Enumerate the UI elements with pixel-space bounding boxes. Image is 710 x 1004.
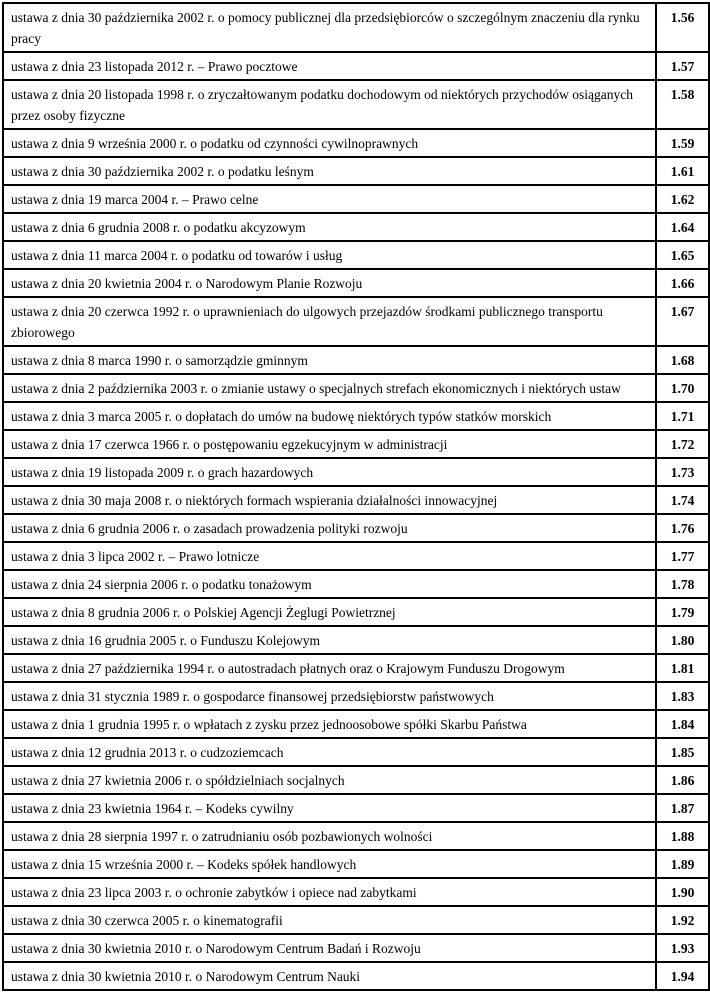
table-row — [3, 962, 709, 990]
act-number-cell: 1.79 — [656, 598, 709, 626]
act-number-cell: 1.89 — [656, 850, 709, 878]
table-row — [3, 710, 709, 738]
act-title-cell: ustawa z dnia 8 grudnia 2006 r. o Polskiej Agencji Żeglugi Powietrznej — [3, 598, 656, 626]
table-row — [3, 52, 709, 80]
act-title-cell: ustawa z dnia 30 października 2002 r. o podatku leśnym — [3, 157, 656, 185]
act-title-cell: ustawa z dnia 30 października 2002 r. o pomocy publicznej dla przedsiębiorców o szczególnym znaczeniu dla rynku pracy — [3, 3, 656, 52]
act-number-cell: 1.84 — [656, 710, 709, 738]
act-title-cell: ustawa z dnia 8 marca 1990 r. o samorządzie gminnym — [3, 346, 656, 374]
act-number-cell: 1.77 — [656, 542, 709, 570]
act-title-cell: ustawa z dnia 3 marca 2005 r. o dopłatach do umów na budowę niektórych typów statków morskich — [3, 402, 656, 430]
act-number-cell: 1.67 — [656, 297, 709, 346]
act-number-cell: 1.70 — [656, 374, 709, 402]
act-number-cell: 1.83 — [656, 682, 709, 710]
act-title-cell: ustawa z dnia 6 grudnia 2006 r. o zasadach prowadzenia polityki rozwoju — [3, 514, 656, 542]
act-number-cell: 1.57 — [656, 52, 709, 80]
act-title-cell: ustawa z dnia 2 października 2003 r. o zmianie ustawy o specjalnych strefach ekonomicznych i niektórych ustaw — [3, 374, 656, 402]
act-number-cell: 1.93 — [656, 934, 709, 962]
act-number-cell: 1.66 — [656, 269, 709, 297]
table-row — [3, 626, 709, 654]
act-title-cell: ustawa z dnia 15 września 2000 r. – Kodeks spółek handlowych — [3, 850, 656, 878]
table-row — [3, 269, 709, 297]
table-row — [3, 374, 709, 402]
table-row — [3, 402, 709, 430]
law-table-body — [3, 3, 709, 990]
act-title-cell: ustawa z dnia 27 kwietnia 2006 r. o spółdzielniach socjalnych — [3, 766, 656, 794]
act-number-cell: 1.61 — [656, 157, 709, 185]
act-title-cell: ustawa z dnia 24 sierpnia 2006 r. o podatku tonażowym — [3, 570, 656, 598]
act-title-cell: ustawa z dnia 19 listopada 2009 r. o grach hazardowych — [3, 458, 656, 486]
act-title-cell: ustawa z dnia 20 kwietnia 2004 r. o Narodowym Planie Rozwoju — [3, 269, 656, 297]
act-title-cell: ustawa z dnia 27 października 1994 r. o autostradach płatnych oraz o Krajowym Funduszu Drogowym — [3, 654, 656, 682]
table-row — [3, 129, 709, 157]
act-number-cell: 1.87 — [656, 794, 709, 822]
act-number-cell: 1.94 — [656, 962, 709, 990]
table-row — [3, 934, 709, 962]
table-row — [3, 185, 709, 213]
act-title-cell: ustawa z dnia 20 listopada 1998 r. o zryczałtowanym podatku dochodowym od niektórych przychodów osiąganych przez osoby fizyczne — [3, 80, 656, 129]
table-row — [3, 241, 709, 269]
act-number-cell: 1.68 — [656, 346, 709, 374]
act-title-cell: ustawa z dnia 30 kwietnia 2010 r. o Narodowym Centrum Badań i Rozwoju — [3, 934, 656, 962]
table-row — [3, 213, 709, 241]
act-title-cell: ustawa z dnia 19 marca 2004 r. – Prawo celne — [3, 185, 656, 213]
act-number-cell: 1.92 — [656, 906, 709, 934]
act-title-cell: ustawa z dnia 16 grudnia 2005 r. o Funduszu Kolejowym — [3, 626, 656, 654]
act-number-cell: 1.78 — [656, 570, 709, 598]
act-number-cell: 1.88 — [656, 822, 709, 850]
table-row — [3, 570, 709, 598]
table-row — [3, 297, 709, 346]
table-row — [3, 878, 709, 906]
table-row — [3, 738, 709, 766]
act-title-cell: ustawa z dnia 1 grudnia 1995 r. o wpłatach z zysku przez jednoosobowe spółki Skarbu Państwa — [3, 710, 656, 738]
act-title-cell: ustawa z dnia 28 sierpnia 1997 r. o zatrudnianiu osób pozbawionych wolności — [3, 822, 656, 850]
table-row — [3, 514, 709, 542]
table-row — [3, 542, 709, 570]
table-row — [3, 794, 709, 822]
act-number-cell: 1.58 — [656, 80, 709, 129]
table-row — [3, 682, 709, 710]
act-title-cell: ustawa z dnia 20 czerwca 1992 r. o uprawnieniach do ulgowych przejazdów środkami publicznego transportu zbiorowego — [3, 297, 656, 346]
act-number-cell: 1.64 — [656, 213, 709, 241]
table-row — [3, 458, 709, 486]
act-number-cell: 1.72 — [656, 430, 709, 458]
table-row — [3, 906, 709, 934]
act-title-cell: ustawa z dnia 30 kwietnia 2010 r. o Narodowym Centrum Nauki — [3, 962, 656, 990]
act-number-cell: 1.85 — [656, 738, 709, 766]
act-title-cell: ustawa z dnia 30 czerwca 2005 r. o kinematografii — [3, 906, 656, 934]
act-title-cell: ustawa z dnia 3 lipca 2002 r. – Prawo lotnicze — [3, 542, 656, 570]
act-title-cell: ustawa z dnia 23 lipca 2003 r. o ochronie zabytków i opiece nad zabytkami — [3, 878, 656, 906]
act-number-cell: 1.56 — [656, 3, 709, 52]
act-number-cell: 1.71 — [656, 402, 709, 430]
table-row — [3, 157, 709, 185]
act-number-cell: 1.90 — [656, 878, 709, 906]
act-title-cell: ustawa z dnia 9 września 2000 r. o podatku od czynności cywilnoprawnych — [3, 129, 656, 157]
act-title-cell: ustawa z dnia 6 grudnia 2008 r. o podatku akcyzowym — [3, 213, 656, 241]
act-number-cell: 1.74 — [656, 486, 709, 514]
act-number-cell: 1.81 — [656, 654, 709, 682]
act-title-cell: ustawa z dnia 17 czerwca 1966 r. o postępowaniu egzekucyjnym w administracji — [3, 430, 656, 458]
act-title-cell: ustawa z dnia 23 listopada 2012 r. – Prawo pocztowe — [3, 52, 656, 80]
act-title-cell: ustawa z dnia 11 marca 2004 r. o podatku od towarów i usług — [3, 241, 656, 269]
act-number-cell: 1.62 — [656, 185, 709, 213]
table-row — [3, 486, 709, 514]
act-number-cell: 1.76 — [656, 514, 709, 542]
act-title-cell: ustawa z dnia 12 grudnia 2013 r. o cudzoziemcach — [3, 738, 656, 766]
table-row — [3, 598, 709, 626]
table-row — [3, 430, 709, 458]
table-row — [3, 346, 709, 374]
table-row — [3, 850, 709, 878]
law-acts-table — [2, 2, 710, 991]
table-row — [3, 822, 709, 850]
table-row — [3, 766, 709, 794]
act-number-cell: 1.65 — [656, 241, 709, 269]
act-title-cell: ustawa z dnia 31 stycznia 1989 r. o gospodarce finansowej przedsiębiorstw państwowych — [3, 682, 656, 710]
act-number-cell: 1.73 — [656, 458, 709, 486]
table-row — [3, 80, 709, 129]
act-number-cell: 1.59 — [656, 129, 709, 157]
table-row — [3, 654, 709, 682]
act-title-cell: ustawa z dnia 23 kwietnia 1964 r. – Kodeks cywilny — [3, 794, 656, 822]
act-number-cell: 1.86 — [656, 766, 709, 794]
table-row — [3, 3, 709, 52]
act-title-cell: ustawa z dnia 30 maja 2008 r. o niektórych formach wspierania działalności innowacyjnej — [3, 486, 656, 514]
act-number-cell: 1.80 — [656, 626, 709, 654]
